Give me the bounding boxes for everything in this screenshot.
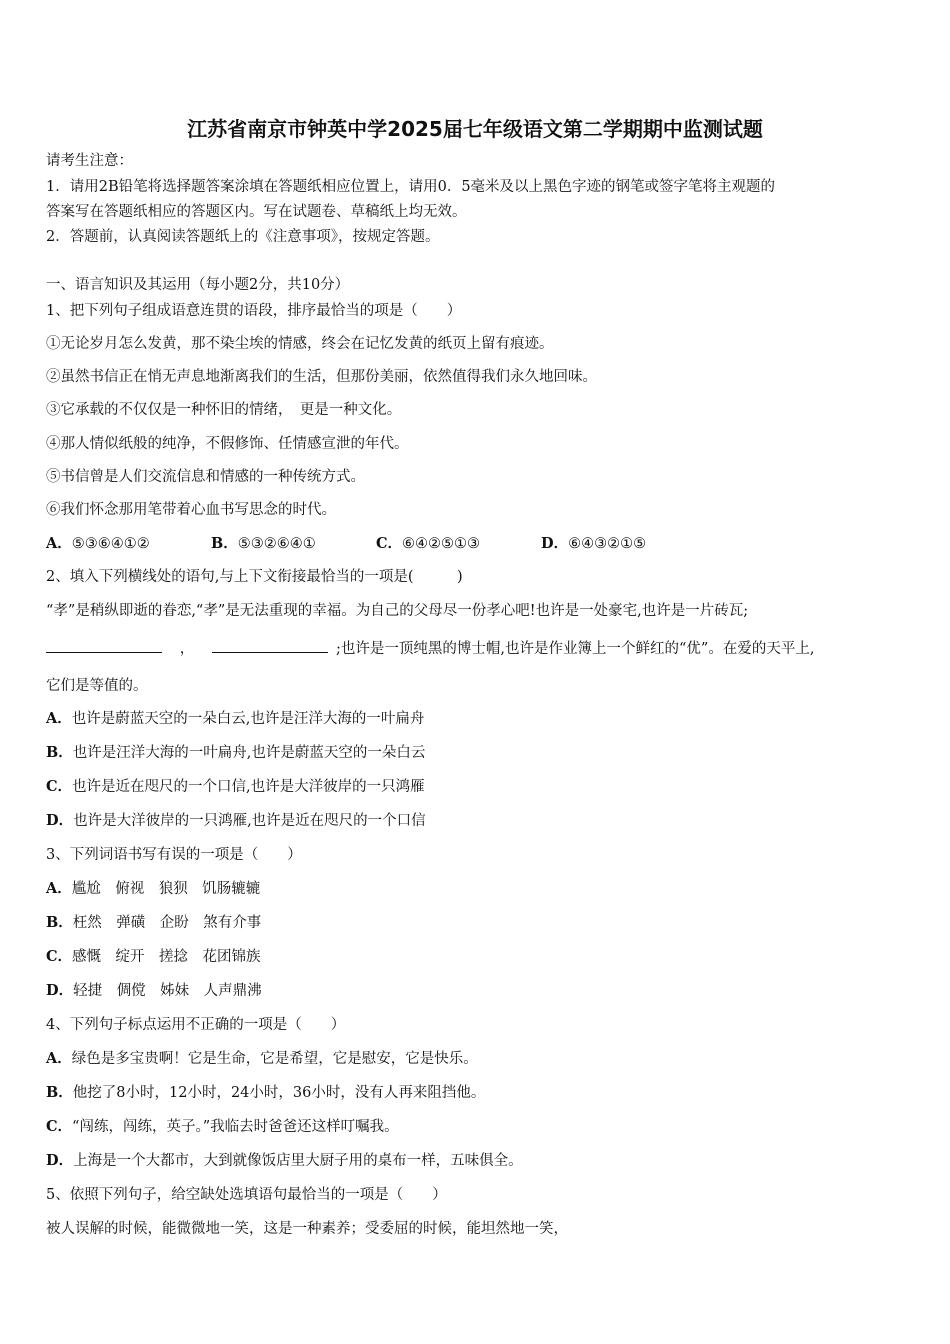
notice-line-1a: 1．请用2B铅笔将选择题答案涂填在答题纸相应位置上，请用0．5毫米及以上黑色字迹的钢笔或签字笔将主观题的 [46, 179, 776, 195]
q1-stem: 1、把下列句子组成语意连贯的语段，排序最恰当的项是（ ） [46, 303, 462, 319]
option-label: A． [46, 880, 72, 897]
option-text: 他挖了8小时，12小时，24小时，36小时，没有人再来阻挡他。 [72, 1085, 486, 1101]
q1-item-4: ④那人情似纸般的纯净，不假修饰、任情感宣泄的年代。 [46, 436, 409, 452]
q4-stem: 4、下列句子标点运用不正确的一项是（ ） [46, 1017, 346, 1033]
option-label: A． [46, 535, 72, 552]
q1-item-6: ⑥我们怀念那用笔带着心血书写思念的时代。 [46, 502, 336, 518]
q2-paragraph-1: “孝”是稍纵即逝的眷恋,“孝”是无法重现的幸福。为自己的父母尽一份孝心吧!也许是一处豪宅,也许是一片砖瓦; [46, 603, 749, 619]
option-label: B． [46, 744, 73, 761]
option-text: 轻捷 倜傥 姊妹 人声鼎沸 [73, 983, 262, 999]
section-heading: 一、语言知识及其运用（每小题2分，共10分） [46, 277, 350, 293]
option-label: D． [541, 535, 569, 552]
option-label: C． [46, 1118, 73, 1135]
q1-item-5: ⑤书信曾是人们交流信息和情感的一种传统方式。 [46, 469, 365, 485]
option-text: 尴尬 俯视 狼狈 饥肠辘辘 [71, 881, 261, 897]
option-label: D． [46, 1152, 74, 1169]
q2-blank-1[interactable] [46, 638, 162, 653]
option-label: C． [46, 778, 73, 795]
option-text: 也许是大洋彼岸的一只鸿雁,也许是近在咫尺的一个口信 [73, 813, 426, 829]
q3-option-c[interactable] [46, 947, 261, 967]
option-label: C． [46, 948, 73, 965]
option-text: ⑥④②⑤①③ [402, 536, 481, 552]
q2-paragraph-2: ;也许是一顶纯黑的博士帽,也许是作业簿上一个鲜红的“优”。在爱的天平上, [336, 641, 815, 657]
option-text: 也许是汪洋大海的一叶扁舟,也许是蔚蓝天空的一朵白云 [72, 745, 426, 761]
q3-stem: 3、下列词语书写有误的一项是（ ） [46, 847, 302, 863]
option-text: “闯练，闯练，英子。”我临去时爸爸还这样叮嘱我。 [72, 1119, 399, 1135]
notice-line-1b: 答案写在答题纸相应的答题区内。写在试题卷、草稿纸上均无效。 [46, 204, 467, 220]
option-label: C． [376, 535, 403, 552]
q1-options [46, 534, 646, 554]
q2-paragraph-3: 它们是等值的。 [46, 678, 148, 694]
q2-blank-separator: ， [179, 641, 195, 657]
q1-option-a[interactable] [46, 534, 211, 554]
option-text: 感慨 绽开 搓捻 花团锦族 [72, 949, 261, 965]
option-label: A． [46, 1050, 72, 1067]
option-label: D． [46, 812, 74, 829]
q1-option-c[interactable] [376, 534, 541, 554]
q4-option-c[interactable] [46, 1117, 399, 1137]
q1-item-3: ③它承载的不仅仅是一种怀旧的情绪， 更是一种文化。 [46, 402, 402, 418]
option-text: 枉然 弹磺 企盼 煞有介事 [72, 915, 262, 931]
q2-blank-2[interactable] [212, 638, 328, 653]
q5-stem: 5、依照下列句子，给空缺处选填语句最恰当的一项是（ ） [46, 1187, 447, 1203]
q4-option-a[interactable] [46, 1049, 478, 1069]
q2-stem: 2、填入下列横线处的语句,与上下文衔接最恰当的一项是( ) [46, 569, 463, 585]
option-text: ⑤③②⑥④① [237, 536, 316, 552]
q2-option-a[interactable] [46, 709, 424, 729]
notice-heading: 请考生注意： [46, 153, 133, 169]
q1-item-2: ②虽然书信正在悄无声息地渐离我们的生活，但那份美丽，依然值得我们永久地回味。 [46, 369, 597, 385]
option-text: 上海是一个大都市，大到就像饭店里大厨子用的桌布一样，五味俱全。 [73, 1153, 523, 1169]
page-title: 江苏省南京市钟英中学2025届七年级语文第二学期期中监测试题 [187, 117, 763, 141]
q5-paragraph-1: 被人误解的时候，能微微地一笑，这是一种素养；受委屈的时候，能坦然地一笑， [46, 1221, 568, 1237]
q4-option-d[interactable] [46, 1151, 523, 1171]
option-text: 也许是蔚蓝天空的一朵白云,也许是汪洋大海的一叶扁舟 [71, 711, 425, 727]
option-label: B． [211, 535, 238, 552]
option-text: 绿色是多宝贵啊！它是生命，它是希望，它是慰安，它是快乐。 [71, 1051, 478, 1067]
q1-option-b[interactable] [211, 534, 376, 554]
q2-option-c[interactable] [46, 777, 425, 797]
option-text: ⑤③⑥④①② [71, 536, 150, 552]
option-text: ⑥④③②①⑤ [568, 536, 647, 552]
option-label: A． [46, 710, 72, 727]
q2-option-b[interactable] [46, 743, 425, 763]
option-text: 也许是近在咫尺的一个口信,也许是大洋彼岸的一只鸿雁 [72, 779, 425, 795]
notice-line-2: 2．答题前，认真阅读答题纸上的《注意事项》，按规定答题。 [46, 229, 440, 245]
q3-option-d[interactable] [46, 981, 262, 1001]
q2-option-d[interactable] [46, 811, 426, 831]
q1-option-d[interactable] [541, 534, 646, 554]
option-label: D． [46, 982, 74, 999]
q3-option-a[interactable] [46, 879, 260, 899]
q2-paragraph-2-line [46, 638, 814, 659]
q1-item-1: ①无论岁月怎么发黄，那不染尘埃的情感，终会在记忆发黄的纸页上留有痕迹。 [46, 336, 554, 352]
q3-option-b[interactable] [46, 913, 261, 933]
q4-option-b[interactable] [46, 1083, 485, 1103]
option-label: B． [46, 914, 73, 931]
option-label: B． [46, 1084, 73, 1101]
